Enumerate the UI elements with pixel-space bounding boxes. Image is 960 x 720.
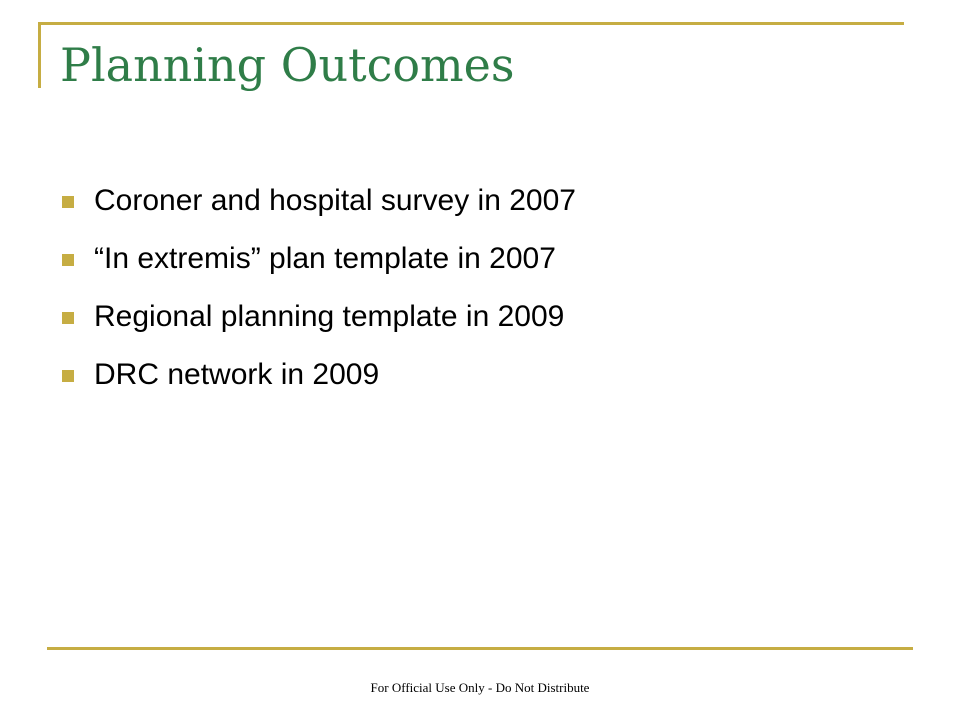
top-accent-rule xyxy=(38,22,904,25)
bullet-text: “In extremis” plan template in 2007 xyxy=(94,242,556,275)
square-bullet-icon xyxy=(62,370,74,382)
bullet-list xyxy=(60,177,576,409)
square-bullet-icon xyxy=(62,254,74,266)
bullet-text: Coroner and hospital survey in 2007 xyxy=(94,184,576,217)
square-bullet-icon xyxy=(62,196,74,208)
footer-notice: For Official Use Only - Do Not Distribute xyxy=(370,680,590,695)
bullet-item xyxy=(60,177,576,235)
bullet-item xyxy=(60,293,576,351)
bottom-accent-rule xyxy=(47,647,913,650)
bullet-text: DRC network in 2009 xyxy=(94,358,380,391)
bullet-item xyxy=(60,235,576,293)
side-accent-rule xyxy=(38,22,41,88)
bullet-text: Regional planning template in 2009 xyxy=(94,300,565,333)
square-bullet-icon xyxy=(62,312,74,324)
bullet-item xyxy=(60,351,576,409)
slide-title: Planning Outcomes xyxy=(60,38,515,92)
